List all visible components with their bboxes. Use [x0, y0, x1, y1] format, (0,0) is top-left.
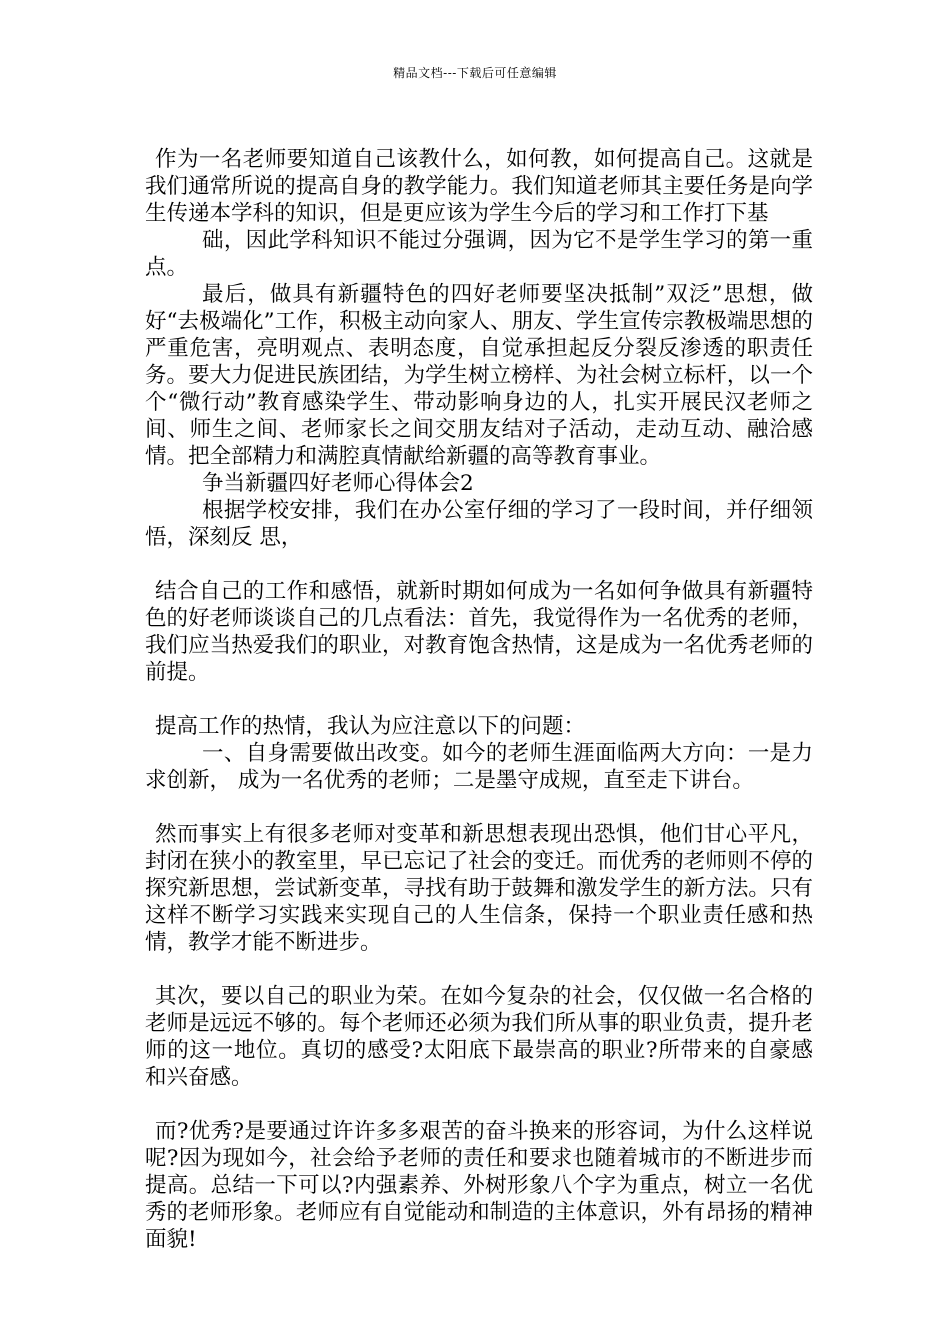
page-header: 精品文档---下载后可任意编辑: [393, 66, 557, 80]
paragraph-5: 结合自己的工作和感悟，就新时期如何成为一名如何争做具有新疆特色的好老师谈谈自己的几点看法：首先，我觉得作为一名优秀的老师，我们应当热爱我们的职业，对教育饱含热情，这是成为一名优秀老师的前提。: [145, 579, 813, 685]
paragraph-2: 础，因此学科知识不能过分强调，因为它不是学生学习的第一重点。: [145, 228, 813, 280]
paragraph-8: 然而事实上有很多老师对变革和新思想表现出恐惧，他们甘心平凡，封闭在狭小的教室里，早已忘记了社会的变迁。而优秀的老师则不停的探究新思想，尝试新变革，寻找有助于鼓舞和激发学生的新方法。只有这样不断学习实践来实现自己的人生信条，保持一个职业责任感和热情，教学才能不断进步。: [145, 822, 813, 955]
paragraph-4: 根据学校安排，我们在办公室仔细的学习了一段时间，并仔细领悟，深刻反 思，: [145, 498, 813, 550]
paragraph-1: 作为一名老师要知道自己该教什么，如何教，如何提高自己。这就是我们通常所说的提高自身的教学能力。我们知道老师其主要任务是向学生传递本学科的知识，但是更应该为学生今后的学习和工作打下基: [145, 147, 813, 226]
document-body: [145, 146, 813, 1253]
paragraph-3: 最后，做具有新疆特色的四好老师要坚决抵制”双泛”思想，做好“去极端化”工作，积极主动向家人、朋友、学生宣传宗教极端思想的严重危害，亮明观点、表明态度，自觉承担起反分裂反渗透的职责任务。要大力促进民族团结，为学生树立榜样、为社会树立标杆，以一个个“微行动”教育感染学生、带动影响身边的人，扎实开展民汉老师之间、师生之间、老师家长之间交朋友结对子活动，走动互动、融洽感情。把全部精力和满腔真情献给新疆的高等教育事业。: [145, 282, 813, 469]
paragraph-7: 一、自身需要做出改变。如今的老师生涯面临两大方向：一是力求创新， 成为一名优秀的老师；二是墨守成规，直至走下讲台。: [145, 741, 813, 793]
paragraph-10: 而?优秀?是要通过许许多多艰苦的奋斗换来的形容词，为什么这样说呢?因为现如今，社会给予老师的责任和要求也随着城市的不断进步而提高。总结一下可以?内强素养、外树形象八个字为重点，树立一名优秀的老师形象。老师应有自觉能动和制造的主体意识，外有昂扬的精神面貌!: [145, 1119, 813, 1252]
section-heading: 争当新疆四好老师心得体会2: [202, 471, 474, 496]
paragraph-9: 其次，要以自己的职业为荣。在如今复杂的社会，仅仅做一名合格的老师是远远不够的。每个老师还必须为我们所从事的职业负责，提升老师的这一地位。真切的感受?太阳底下最崇高的职业?所带来的自豪感和兴奋感。: [145, 984, 813, 1090]
paragraph-6: 提高工作的热情，我认为应注意以下的问题：: [155, 714, 586, 739]
